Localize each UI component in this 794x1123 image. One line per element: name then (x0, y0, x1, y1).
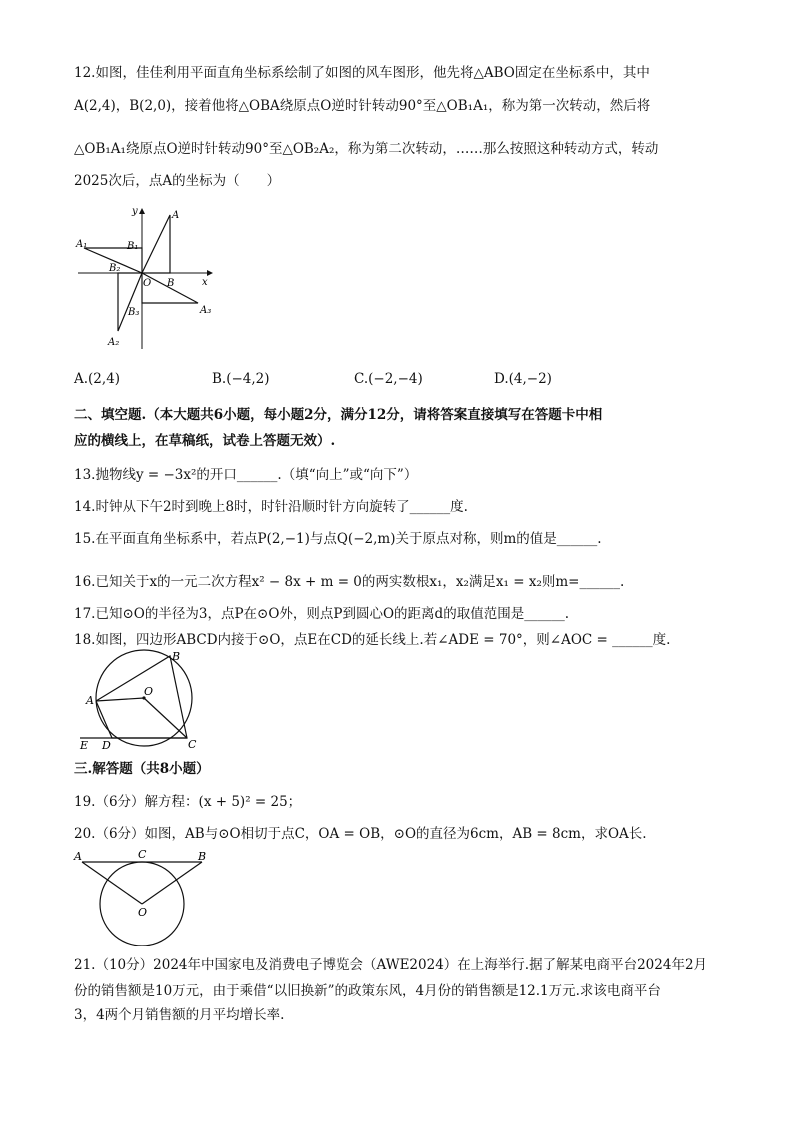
label-b2: B₂ (109, 263, 121, 274)
label-x: x (202, 277, 208, 288)
section-2-heading-line-2: 应的横线上，在草稿纸，试卷上答题无效）. (74, 433, 336, 449)
label-c: C (188, 738, 197, 751)
label-b: B (198, 850, 207, 863)
q12-option-d[interactable]: D.(4,−2) (494, 371, 552, 387)
tangent-figure (72, 846, 212, 946)
triangle-ob2a2 (118, 273, 142, 331)
label-a3: A₃ (200, 305, 212, 316)
label-b1: B₁ (127, 241, 139, 252)
cyclic-quadrilateral-figure (72, 648, 222, 752)
q13: 13.抛物线y = −3x²的开口______.（填“向上”或“向下”） (74, 467, 418, 483)
q12-options (74, 371, 714, 391)
label-a: A (86, 694, 94, 707)
label-b: B (167, 278, 175, 289)
segment-ao (96, 698, 144, 701)
q21-line-2: 份的销售额是10万元，由于乘借“以旧换新”的政策东风，4月份的销售额是12.1万元.求该电商平台 (74, 983, 661, 999)
label-a: A (172, 210, 180, 221)
q20-text: 20.（6分）如图，AB与⊙O相切于点C，OA = OB，⊙O的直径为6cm，AB = 8cm，求OA长. (74, 826, 647, 842)
windmill-figure (72, 203, 222, 355)
segment-oa (82, 862, 142, 904)
label-e: E (80, 739, 89, 752)
q12-line-3: △OB₁A₁绕原点O逆时针转动90°至△OB₂A₂，称为第二次转动，……那么按照这种转动方式，转动 (74, 141, 659, 157)
label-o: O (138, 906, 148, 919)
label-o: O (144, 685, 154, 698)
q15: 15.在平面直角坐标系中，若点P(2,−1)与点Q(−2,m)关于原点对称，则m的值是______. (74, 531, 602, 547)
q12-line-4: 2025次后，点A的坐标为（ ） (74, 173, 281, 189)
q19: 19.（6分）解方程：(x + 5)² = 25； (74, 794, 302, 810)
label-a: A (74, 850, 82, 863)
label-o: O (143, 278, 152, 289)
segment-ob (142, 862, 202, 904)
label-b: B (172, 650, 181, 663)
section-2-heading-line-1: 二、填空题.（本大题共6小题，每小题2分，满分12分，请将答案直接填写在答题卡中相 (74, 407, 603, 423)
q12-option-c[interactable]: C.(−2,−4) (354, 371, 423, 387)
q21-line-3: 3，4两个月销售额的月平均增长率. (74, 1007, 285, 1023)
tangent-diagram (72, 846, 212, 946)
section-3-heading: 三.解答题（共8小题） (74, 761, 210, 777)
q21-line-1: 21.（10分）2024年中国家电及消费电子博览会（AWE2024）在上海举行.据了解某电商平台2024年2月 (74, 957, 708, 973)
label-a2: A₂ (108, 337, 120, 348)
label-b3: B₃ (128, 307, 140, 318)
label-c: C (138, 848, 147, 861)
label-d: D (102, 739, 111, 752)
windmill-diagram (72, 203, 222, 355)
q14: 14.时钟从下午2时到晚上8时，时针沿顺时针方向旋转了______度. (74, 499, 468, 515)
q16: 16.已知关于x的一元二次方程x² − 8x + m = 0的两实数根x₁，x₂满足x₁ = x₂则m=______. (74, 574, 625, 590)
q12-option-a[interactable]: A.(2,4) (74, 371, 121, 387)
q18-text: 18.如图，四边形ABCD内接于⊙O，点E在CD的延长线上.若∠ADE = 70°，则∠AOC = ______度. (74, 632, 671, 648)
q17: 17.已知⊙O的半径为3，点P在⊙O外，则点P到圆心O的距离d的取值范围是______. (74, 606, 569, 622)
q12-option-b[interactable]: B.(−4,2) (212, 371, 270, 387)
label-a1: A₁ (76, 239, 88, 250)
triangle-oba (142, 215, 170, 273)
cyclic-quadrilateral-diagram (72, 648, 222, 752)
q12-line-2: A(2,4)，B(2,0)，接着他将△OBA绕原点O逆时针转动90°至△OB₁A₁，称为第一次转动，然后将 (74, 98, 651, 114)
q12-line-1: 12.如图，佳佳利用平面直角坐标系绘制了如图的风车图形，他先将△ABO固定在坐标系中，其中 (74, 65, 650, 81)
label-y: y (132, 206, 138, 217)
